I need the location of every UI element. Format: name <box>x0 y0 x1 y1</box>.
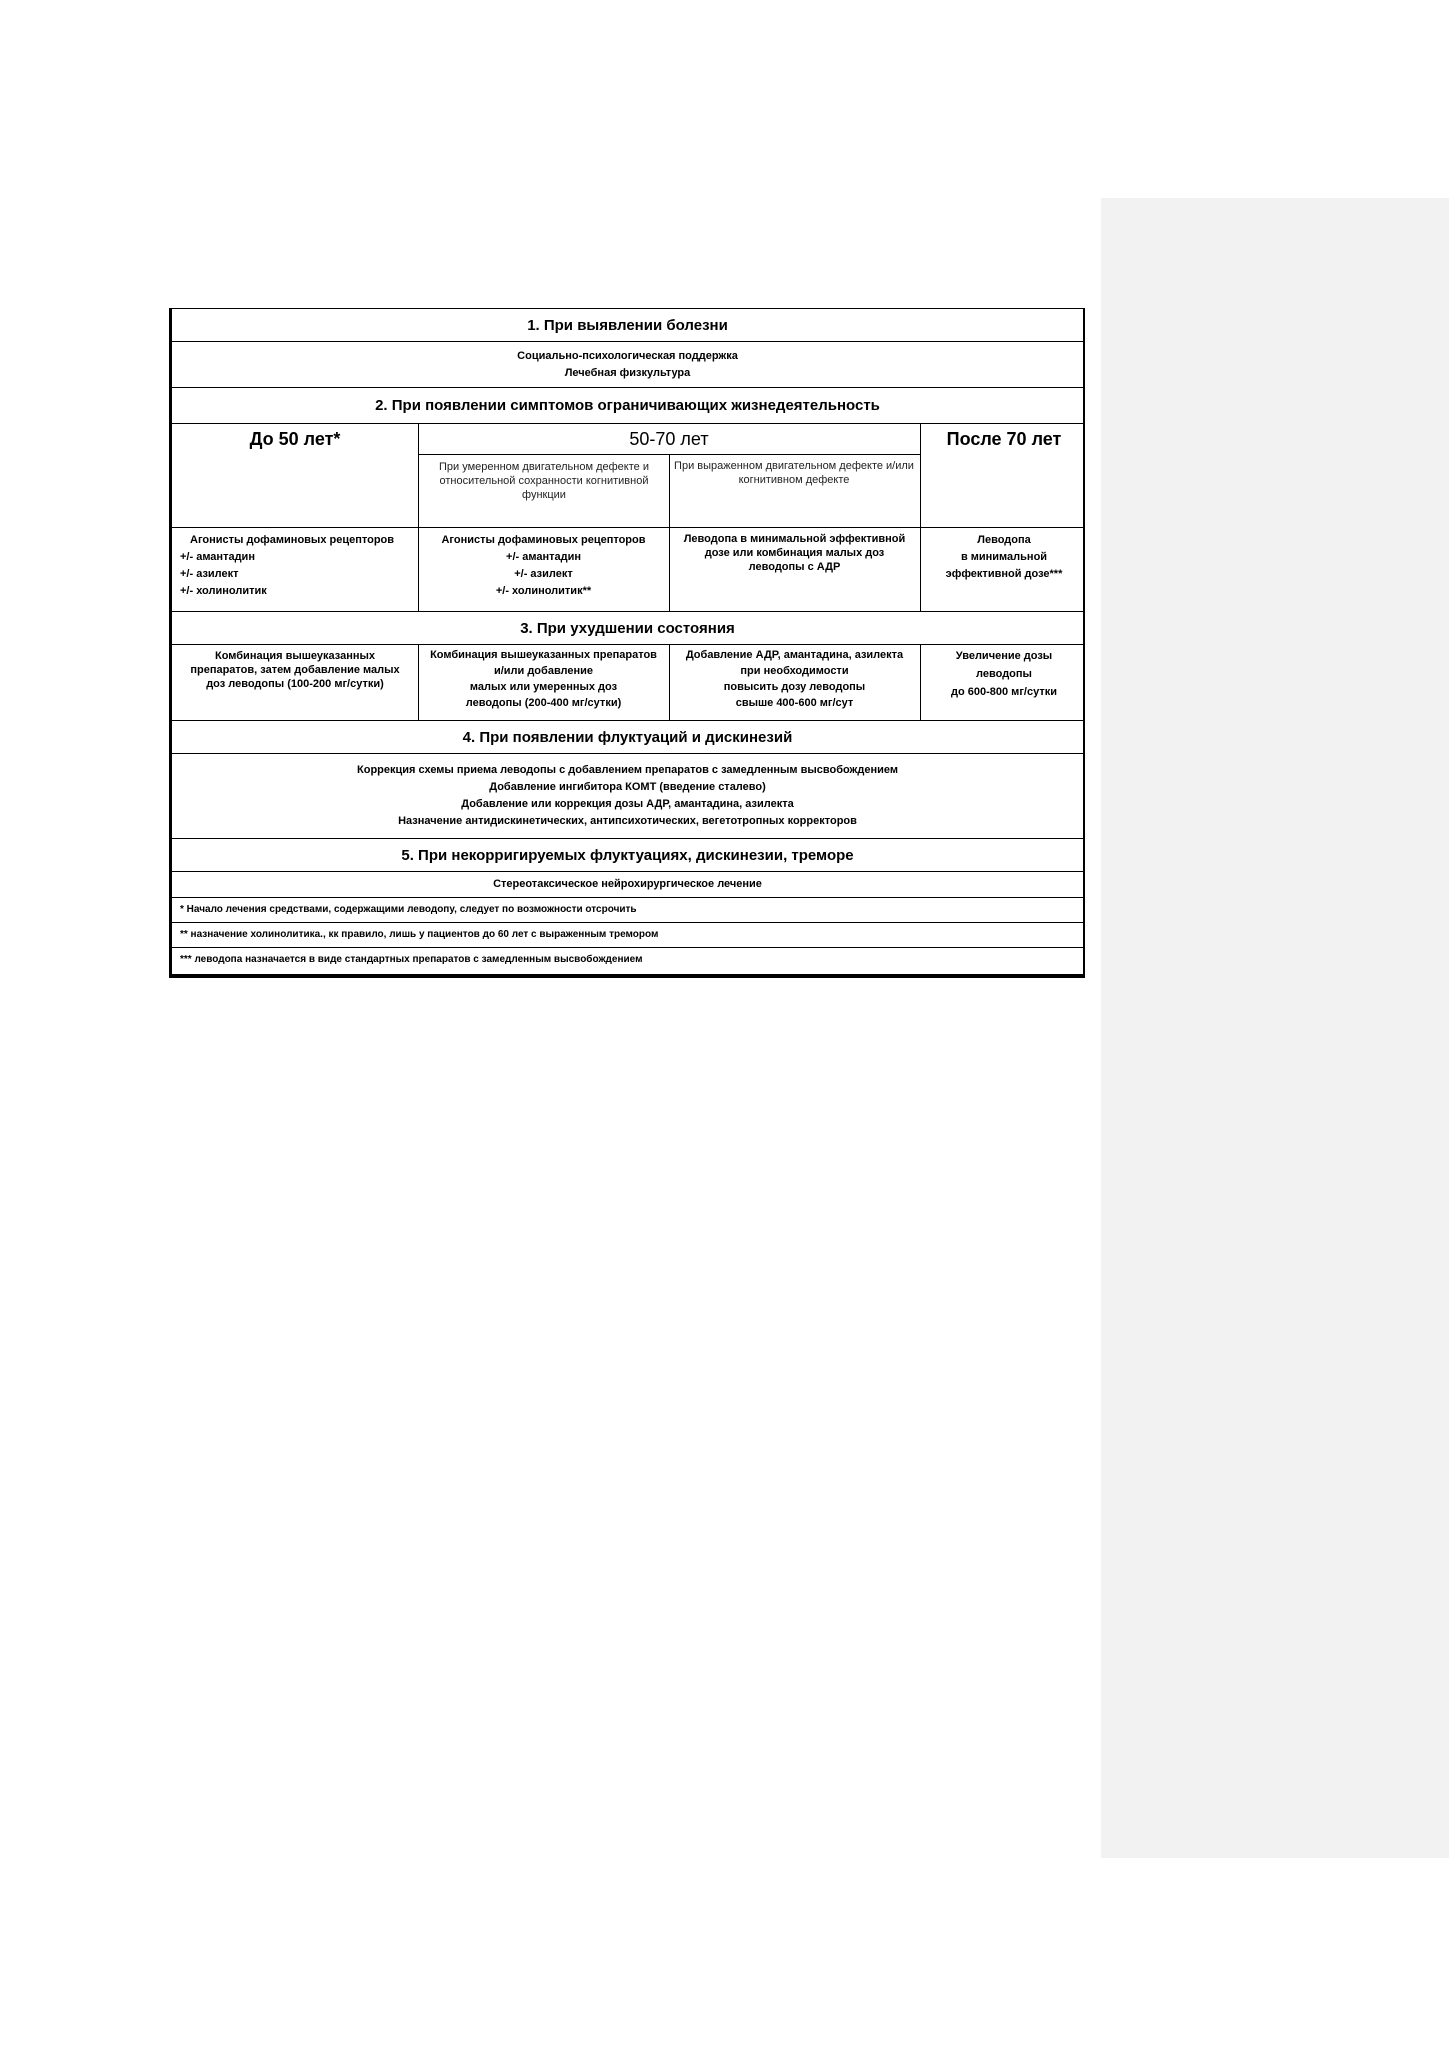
s3-col3-line: при необходимости <box>740 665 849 677</box>
s3-col2 <box>418 647 669 711</box>
s2-col2 <box>418 532 669 600</box>
s3-col4-line: леводопы <box>976 668 1032 680</box>
side-panel <box>1101 198 1449 1858</box>
section5-body: Стереотаксическое нейрохирургическое лечение <box>172 872 1083 898</box>
section4-body <box>172 754 1083 839</box>
s2-col1-line: +/- амантадин <box>180 551 255 563</box>
s3-col2-line: и/или добавление <box>493 665 594 677</box>
s2-col2-line: +/- холинолитик** <box>495 585 592 597</box>
section1-line: Лечебная физкультура <box>564 366 691 379</box>
s2-col1-line: +/- азилект <box>180 568 239 580</box>
section2-title: 2. При появлении симптомов ограничивающих жизнедеятельность <box>172 388 1083 424</box>
section4-title: 4. При появлении флуктуаций и дискинезий <box>172 721 1083 754</box>
section4-line: Добавление ингибитора КОМТ (введение сталево) <box>489 781 766 793</box>
s3-col1-line: доз леводопы (100-200 мг/сутки) <box>206 678 384 690</box>
footnote: *** леводопа назначается в виде стандартных препаратов с замедленным высвобождением <box>180 954 643 965</box>
section2-age-header <box>172 424 1083 528</box>
s3-col3 <box>669 647 920 711</box>
s2-col1 <box>180 532 416 600</box>
s3-col4-line: Увеличение дозы <box>955 650 1053 662</box>
s3-col3-line: Добавление АДР, амантадина, азилекта <box>685 649 904 661</box>
s3-col2-line: малых или умеренных доз <box>469 681 618 693</box>
age-50-70: 50-70 лет <box>629 428 709 449</box>
sub-severe: При выраженном двигательном дефекте и/или когнитивном дефекте <box>674 460 914 486</box>
footnote: ** назначение холинолитика., кк правило, лишь у пациентов до 60 лет с выраженным тремором <box>180 929 659 940</box>
s2-col4-line: Леводопа <box>977 534 1031 546</box>
footnote-row <box>172 923 1083 948</box>
footnote-row <box>172 898 1083 923</box>
s2-col4-line: эффективной дозе*** <box>945 568 1063 580</box>
s2-col3-line: леводопы с АДР <box>748 561 841 573</box>
s2-col4-line: в минимальной <box>960 551 1048 563</box>
section1-line: Социально-психологическая поддержка <box>517 349 738 362</box>
s3-col3-line: повысить дозу леводопы <box>723 681 866 693</box>
age-under50: До 50 лет* <box>249 428 341 449</box>
treatment-table <box>169 308 1085 978</box>
section3-title: 3. При ухудшении состояния <box>172 612 1083 645</box>
s2-col2-line: +/- амантадин <box>506 551 581 563</box>
section1-body <box>172 342 1083 388</box>
section4-line: Назначение антидискинетических, антипсихотических, вегетотропных корректоров <box>398 815 857 827</box>
s2-col1-line: +/- холинолитик <box>180 585 267 597</box>
s3-col1-line: препаратов, затем добавление малых <box>190 664 400 676</box>
s2-col3-line: дозе или комбинация малых доз <box>704 547 885 559</box>
s3-col1 <box>172 649 418 691</box>
s3-col4 <box>920 647 1088 701</box>
s2-col4 <box>920 532 1088 583</box>
footnote-row <box>172 948 1083 973</box>
s2-col1-line: Агонисты дофаминовых рецепторов <box>190 534 395 546</box>
s3-col2-line: леводопы (200-400 мг/сутки) <box>465 697 622 709</box>
s2-col3-line: Леводопа в минимальной эффективной <box>683 533 906 545</box>
section1-title: 1. При выявлении болезни <box>172 309 1083 342</box>
section2-body <box>172 528 1083 612</box>
section4-line: Коррекция схемы приема леводопы с добавлением препаратов с замедленным высвобождением <box>357 764 898 776</box>
s2-col2-line: Агонисты дофаминовых рецепторов <box>441 534 646 546</box>
s3-col3-line: свыше 400-600 мг/сут <box>735 697 854 709</box>
footnote: * Начало лечения средствами, содержащими леводопу, следует по возможности отсрочить <box>180 904 637 915</box>
s2-col2-line: +/- азилект <box>514 568 573 580</box>
section3-body <box>172 645 1083 721</box>
sub-moderate: При умеренном двигательном дефекте и относительной сохранности когнитивной функции <box>439 461 649 501</box>
section5-title: 5. При некорригируемых флуктуациях, дискинезии, треморе <box>172 839 1083 872</box>
s3-col1-line: Комбинация вышеуказанных <box>214 650 375 662</box>
section4-line: Добавление или коррекция дозы АДР, амантадина, азилекта <box>461 798 794 810</box>
s3-col2-line: Комбинация вышеуказанных препаратов <box>430 649 657 661</box>
s2-col3 <box>669 532 920 574</box>
age-over70: После 70 лет <box>946 428 1062 449</box>
s3-col4-line: до 600-800 мг/сутки <box>951 686 1057 698</box>
